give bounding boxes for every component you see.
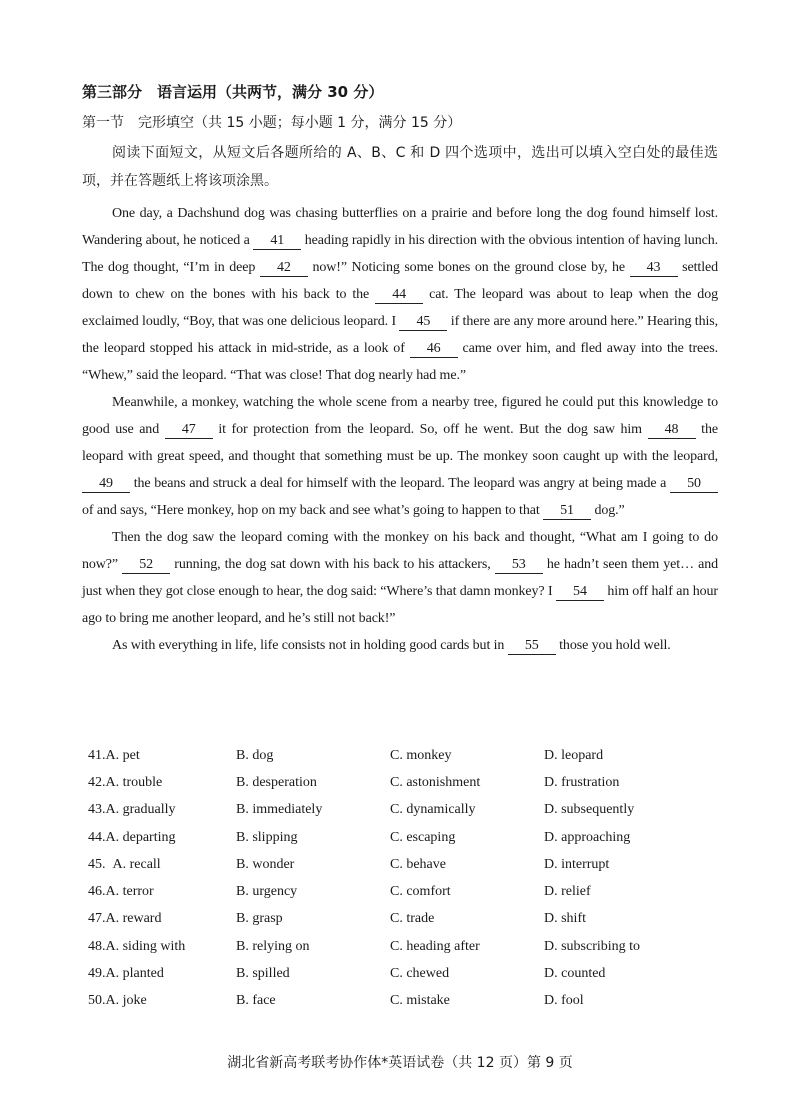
option-a — [88, 775, 236, 791]
option-row-49 — [88, 960, 728, 987]
question-number: 45. — [88, 856, 113, 872]
question-number: 44. — [88, 829, 106, 845]
option-c: C. astonishment — [390, 774, 481, 790]
option-d: D. frustration — [544, 774, 620, 790]
option-a — [88, 884, 236, 900]
passage-paragraph-3 — [82, 524, 718, 632]
option-row-41 — [88, 742, 728, 769]
option-a — [88, 748, 236, 764]
option-a-text: A. departing — [105, 829, 176, 845]
passage-text: those you hold well. — [555, 638, 671, 653]
option-a — [88, 993, 236, 1009]
option-d: D. leopard — [544, 747, 604, 763]
option-c: C. chewed — [390, 966, 450, 982]
passage-text: the beans and struck a deal for himself with the leopard. The leopard was angry at being made a — [130, 476, 670, 491]
blank-44: 44 — [375, 287, 423, 304]
passage-text: came over him, and fled away into the trees. “Whew,” said the leopard. “That was close! That dog nearly had me.” — [82, 341, 719, 383]
blank-51: 51 — [543, 503, 591, 520]
option-d: D. interrupt — [544, 856, 610, 872]
blank-48: 48 — [648, 422, 696, 439]
option-a-text: A. terror — [105, 884, 154, 900]
option-row-50 — [88, 988, 728, 1015]
option-a — [88, 939, 236, 955]
section-title: 第三部分 语言运用（共两节，满分 30 分） — [82, 83, 384, 101]
passage-text: if there are any more around here.” Hearing this, the leopard stopped his attack in mid-stride, as a look of — [82, 314, 719, 356]
option-a-text: A. reward — [105, 911, 162, 927]
option-c: C. comfort — [390, 884, 451, 900]
passage-text: settled down to chew on the bones with his back to the — [82, 260, 718, 302]
option-a-text: A. siding with — [105, 938, 186, 954]
option-a-text: A. pet — [105, 747, 140, 763]
passage-paragraph-4 — [82, 632, 718, 659]
option-b: B. dog — [236, 747, 274, 763]
option-b: B. slipping — [236, 829, 298, 845]
instructions: 阅读下面短文，从短文后各题所给的 A、B、C 和 D 四个选项中，选出可以填入空白处的最佳选项，并在答题纸上将该项涂黑。 — [82, 145, 718, 189]
blank-46: 46 — [410, 341, 458, 358]
question-number: 48. — [88, 938, 106, 954]
blank-50: 50 — [670, 476, 718, 493]
option-c: C. dynamically — [390, 802, 476, 818]
passage-text: heading rapidly in his direction with the obvious intention of having lunch. The dog thought, “I’m in deep — [82, 233, 719, 275]
blank-55: 55 — [508, 638, 556, 655]
option-a-text: A. trouble — [105, 774, 163, 790]
passage-text: As with everything in life, life consists not in holding good cards but in — [112, 638, 508, 653]
option-c: C. monkey — [390, 747, 452, 763]
answer-options — [88, 742, 728, 1015]
passage-text: of and says, “Here monkey, hop on my back and see what’s going to happen to that — [82, 503, 544, 518]
passage-text: he hadn’t seen them yet… and just when they got close enough to hear, the dog said: “Where’s that damn monkey? I — [82, 557, 718, 599]
option-b: B. urgency — [236, 884, 298, 900]
blank-54: 54 — [556, 584, 604, 601]
passage-text: cat. The leopard was about to leap when the dog exclaimed loudly, “Boy, that was one delicious leopard. I — [82, 287, 718, 329]
passage-text: now!” Noticing some bones on the ground close by, he — [307, 260, 630, 275]
question-number: 49. — [88, 966, 106, 982]
passage-text: him off half an hour ago to bring me another leopard, and he’s still not back!” — [82, 584, 718, 626]
option-a — [88, 830, 236, 846]
option-b: B. relying on — [236, 938, 310, 954]
option-a — [88, 911, 236, 927]
option-a — [88, 857, 236, 873]
question-number: 42. — [88, 774, 106, 790]
option-row-44 — [88, 824, 728, 851]
blank-49: 49 — [82, 476, 130, 493]
question-number: 43. — [88, 802, 106, 818]
option-row-45 — [88, 851, 728, 878]
option-b: B. immediately — [236, 802, 323, 818]
passage-text: Then the dog saw the leopard coming with the monkey on his back and thought, “What am I going to do now?” — [82, 530, 718, 572]
subsection-title: 第一节 完形填空（共 15 小题；每小题 1 分，满分 15 分） — [82, 115, 462, 131]
option-c: C. escaping — [390, 829, 456, 845]
option-c: C. mistake — [390, 993, 450, 1009]
option-row-42 — [88, 769, 728, 796]
question-number: 46. — [88, 884, 106, 900]
option-b: B. desperation — [236, 774, 317, 790]
passage-text: the leopard with great speed, and thought that something must be up. The monkey soon caught up with the leopard, — [82, 422, 718, 464]
option-b: B. wonder — [236, 856, 295, 872]
passage-text: One day, a Dachshund dog was chasing butterflies on a prairie and before long the dog found himself lost. Wandering about, he noticed a — [82, 206, 718, 248]
passage-text: Meanwhile, a monkey, watching the whole scene from a nearby tree, figured he could put this knowledge to good use and — [82, 395, 718, 437]
blank-41: 41 — [253, 233, 301, 250]
blank-43: 43 — [630, 260, 678, 277]
option-d: D. counted — [544, 966, 606, 982]
option-a — [88, 802, 236, 818]
blank-47: 47 — [165, 422, 213, 439]
option-a-text: A. planted — [105, 966, 164, 982]
blank-53: 53 — [495, 557, 543, 574]
option-c: C. heading after — [390, 938, 480, 954]
passage-paragraph-1 — [82, 200, 718, 389]
blank-45: 45 — [399, 314, 447, 331]
option-row-43 — [88, 797, 728, 824]
question-number: 47. — [88, 911, 106, 927]
passage-paragraph-2 — [82, 389, 718, 524]
option-b: B. spilled — [236, 966, 290, 982]
passage-text: dog.” — [591, 503, 625, 518]
option-d: D. approaching — [544, 829, 631, 845]
passage-text: it for protection from the leopard. So, off he went. But the dog saw him — [212, 422, 648, 437]
question-number: 41. — [88, 747, 106, 763]
blank-42: 42 — [260, 260, 308, 277]
option-c: C. behave — [390, 856, 446, 872]
option-d: D. relief — [544, 884, 591, 900]
option-row-48 — [88, 933, 728, 960]
option-a-text: A. joke — [105, 993, 147, 1009]
option-a-text: A. recall — [112, 856, 161, 872]
option-row-47 — [88, 906, 728, 933]
cloze-passage — [82, 200, 718, 659]
option-d: D. subsequently — [544, 802, 635, 818]
option-b: B. face — [236, 993, 276, 1009]
option-b: B. grasp — [236, 911, 283, 927]
option-d: D. subscribing to — [544, 938, 641, 954]
page-footer: 湖北省新高考联考协作体*英语试卷（共 12 页）第 9 页 — [227, 1055, 573, 1071]
option-row-46 — [88, 878, 728, 905]
blank-52: 52 — [122, 557, 170, 574]
option-c: C. trade — [390, 911, 435, 927]
option-d: D. fool — [544, 993, 584, 1009]
option-a-text: A. gradually — [105, 802, 176, 818]
passage-text: running, the dog sat down with his back to his attackers, — [170, 557, 495, 572]
option-d: D. shift — [544, 911, 586, 927]
option-a — [88, 966, 236, 982]
question-number: 50. — [88, 993, 106, 1009]
